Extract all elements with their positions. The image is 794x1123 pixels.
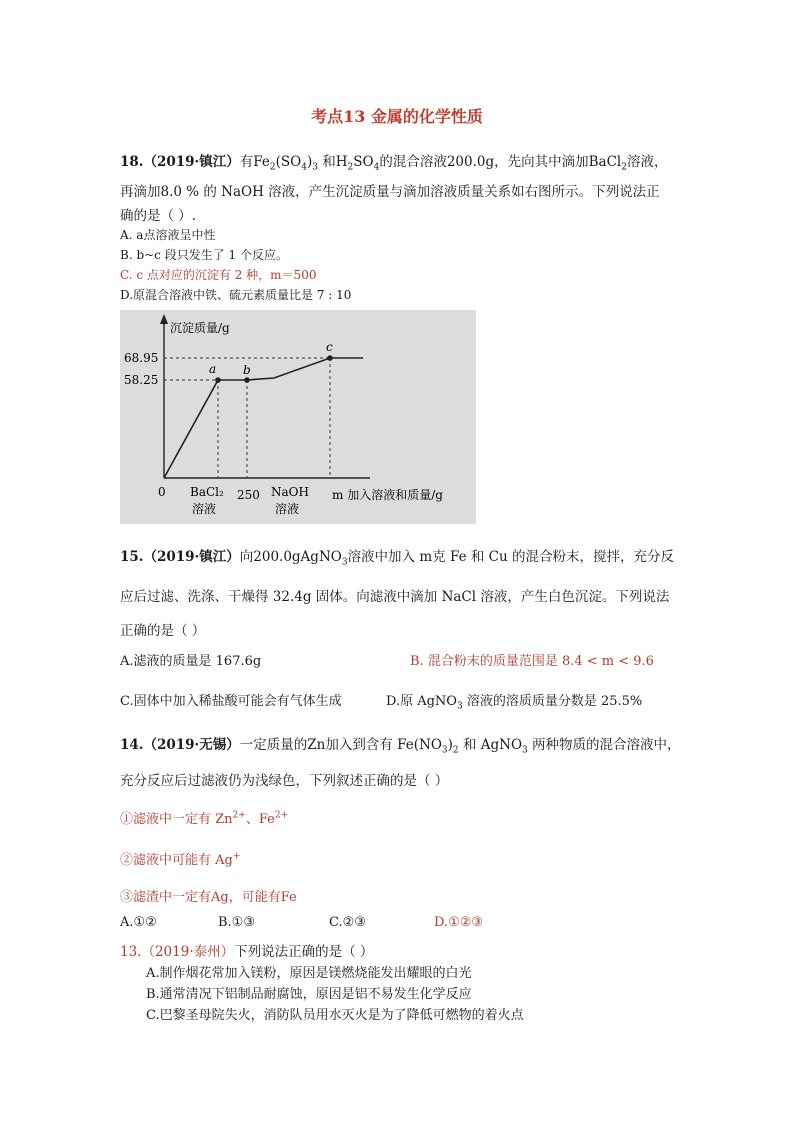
- q18-option-a: A. a点溶液呈中性: [120, 228, 216, 242]
- q14-line1: 14.（2019·无锡）一定质量的Zn加入到含有 $Fe(NO_3)_2$ 和 AgNO$_3$ 两种物质的混合溶液中，: [120, 737, 681, 756]
- point-label-c: c: [326, 340, 333, 354]
- q18-option-c: C. c 点对应的沉淀有 2 种，m＝500: [120, 268, 317, 282]
- point-a: [215, 377, 221, 383]
- point-label-b: b: [243, 363, 251, 377]
- x-tick-250: 250: [237, 488, 260, 502]
- y-tick-68: 68.95: [124, 351, 159, 365]
- q18-prefix: 18.（2019·镇江）: [120, 154, 240, 170]
- q14-option-a: A.①②: [120, 915, 157, 930]
- x-tick-bacl2: BaCl₂: [190, 485, 224, 499]
- q13-option-a: A.制作烟花常加入镁粉，原因是镁燃烧能发出耀眼的白光: [146, 966, 472, 981]
- q18-option-b: B. b~c 段只发生了 1 个反应。: [120, 248, 288, 262]
- q13-option-b: B.通常清况下铝制品耐腐蚀，原因是铝不易发生化学反应: [146, 987, 472, 1002]
- q14-statement-3: ③滤渣中一定有Ag，可能有Fe: [120, 890, 297, 905]
- q14-option-b: B.①③: [218, 915, 255, 930]
- q18-line2: 再滴加8.0 % 的 NaOH 溶液，产生沉淀质量与滴加溶液质量关系如右图所示。下列说法正: [120, 184, 660, 200]
- point-label-a: a: [209, 362, 217, 376]
- q18-line1: 18.（2019·镇江）有$Fe_2(SO_4)_3$ 和$H_2SO_4$的混合溶液200.0g，先向其中滴加BaCl$_2$溶液，: [120, 154, 668, 173]
- precipitate-chart: [120, 310, 476, 524]
- point-b: [244, 377, 250, 383]
- q15-prefix: 15.（2019·镇江）: [120, 549, 240, 565]
- q14-option-c: C.②③: [329, 915, 366, 930]
- q14-option-d: D.①②③: [434, 915, 484, 930]
- q15-line3: 正确的是（ ）: [120, 623, 206, 639]
- q14-prefix: 14.（2019·无锡）: [120, 737, 240, 753]
- q14-line2: 充分反应后过滤液仍为浅绿色，下列叙述正确的是（ ）: [120, 773, 449, 789]
- series-line: [164, 358, 363, 478]
- x-axis-label: m 加入溶液和质量/g: [332, 488, 443, 502]
- point-c: [327, 355, 333, 361]
- q15-line2: 应后过滤、洗涤、干燥得 32.4g 固体。向滤液中滴加 NaCl 溶液，产生白色沉淀。下列说法: [120, 589, 670, 605]
- q15-option-b: B. 混合粉末的质量范围是 8.4 < m < 9.6: [410, 654, 654, 669]
- q18-line3: 确的是（ ）.: [120, 208, 197, 224]
- x-tick-naoh: NaOH: [271, 485, 309, 499]
- y-axis-label: 沉淀质量/g: [170, 321, 230, 335]
- y-axis-arrow: [160, 314, 168, 324]
- x-tick-bacl2-solution: 溶液: [192, 502, 217, 516]
- q15-line1: 15.（2019·镇江）向200.0gAgNO$_3$溶液中加入 m克 Fe 和 Cu 的混合粉末，搅拌，充分反: [120, 549, 674, 568]
- x-tick-0: 0: [158, 485, 166, 499]
- q18-option-d: D.原混合溶液中铁、硫元素质量比是 7 : 10: [120, 288, 352, 302]
- page-title: 考点13 金属的化学性质: [311, 107, 483, 126]
- chart-svg: [120, 310, 476, 524]
- q13-prefix: 13.（2019·泰州）: [120, 944, 235, 960]
- q15-option-d: D.原 AgNO$_3$ 溶液的溶质质量分数是 25.5%: [386, 694, 643, 712]
- y-tick-58: 58.25: [124, 373, 159, 387]
- q13-line1: 13.（2019·泰州）下列说法正确的是（ ）: [120, 944, 374, 960]
- q15-option-c: C.固体中加入稀盐酸可能会有气体生成: [120, 694, 342, 709]
- q14-statement-1: ①滤液中一定有 $Zn^{2+}$、$Fe^{2+}$: [120, 810, 289, 827]
- q13-option-c: C.巴黎圣母院失火，消防队员用水灭火是为了降低可燃物的着火点: [146, 1008, 524, 1023]
- q14-statement-2: ②滤液中可能有 Ag+: [120, 851, 241, 868]
- q15-option-a: A.滤液的质量是 167.6g: [120, 654, 262, 669]
- x-tick-naoh-solution: 溶液: [275, 502, 300, 516]
